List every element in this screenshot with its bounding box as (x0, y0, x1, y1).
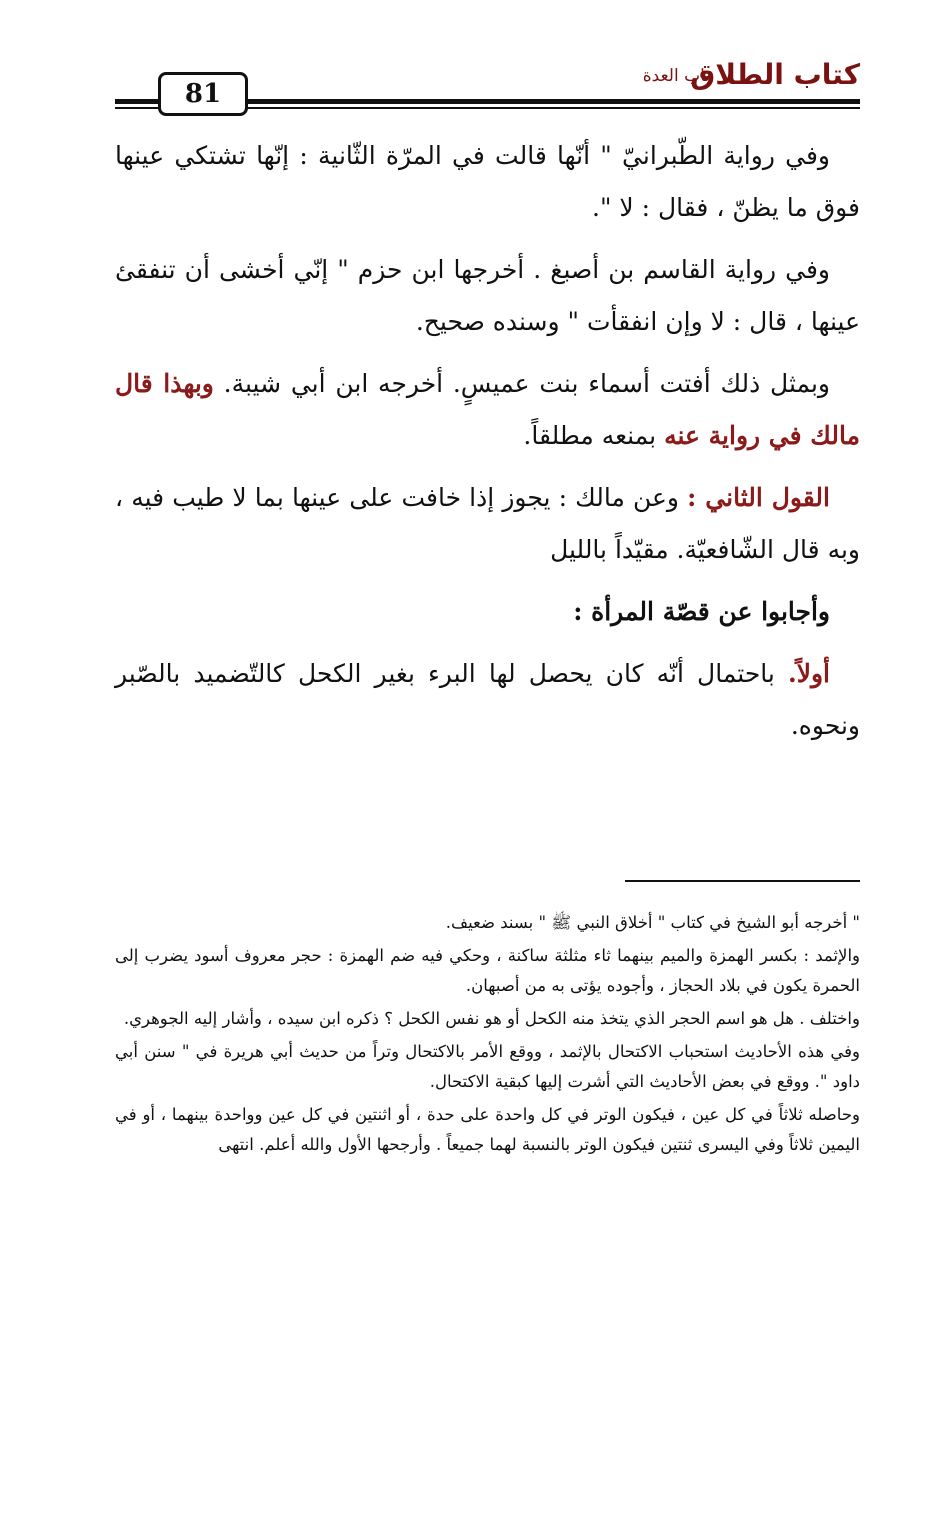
paragraph-asma (115, 358, 860, 462)
footnote-2: والإثمد : بكسر الهمزة والميم بينهما ثاء مثلثة ساكنة ، وحكي فيه ضم الهمزة : حجر معروف أسود يضرب إلى الحمرة يكون في بلاد الحجاز ، وأجوده يؤتى به من أصبهان. (115, 946, 860, 995)
paragraph-second-opinion (115, 472, 860, 576)
second-opinion-label: القول الثاني : (687, 483, 831, 512)
malik-highlight: وبهذا قال مالك في رواية عنه (115, 369, 860, 450)
paragraph-qasim: وفي رواية القاسم بن أصبغ . أخرجها ابن حزم " إنّي أخشى أن تنفقئ عينها ، قال : لا وإن انفقأت " وسنده صحيح. (115, 255, 860, 336)
footnote-3: واختلف . هل هو اسم الحجر الذي يتخذ منه الكحل أو هو نفس الكحل ؟ ذكره ابن سيده ، وأشار إليه الجوهري. (123, 1009, 860, 1028)
page-number: 81 (158, 72, 248, 116)
footnote-4: وفي هذه الأحاديث استحباب الاكتحال بالإثمد ، ووقع الأمر بالاكتحال وتراً من حديث أبي هريرة في " سنن أبي داود ". ووقع في بعض الأحاديث التي أشرت إليها كبقية الاكتحال. (115, 1042, 860, 1091)
second-opinion-text: وعن مالك : يجوز إذا خافت على عينها بما لا طيب فيه ، وبه قال الشّافعيّة. مقيّداً بالليل (115, 483, 860, 564)
footnotes (115, 908, 860, 1163)
section-heading: وأجابوا عن قصّة المرأة : (573, 597, 830, 626)
first-answer-label: أولاً. (788, 659, 830, 688)
footnote-separator (625, 880, 860, 882)
footnote-5: وحاصله ثلاثاً في كل عين ، فيكون الوتر في كل واحدة على حدة ، أو اثنتين في كل عين وواحدة بينهما ، أو في اليمين ثلاثاً وفي اليسرى ثنتين فيكون الوتر بالنسبة لهما جميعاً . وأرجحها الأول والله أعلم. انتهى (115, 1105, 860, 1154)
main-text (115, 130, 860, 762)
first-answer-text: باحتمال أنّه كان يحصل لها البرء بغير الكحل كالتّضميد بالصّبر ونحوه. (115, 659, 860, 740)
paragraph-asma-start: وبمثل ذلك أفتت أسماء بنت عميسٍ. أخرجه ابن أبي شيبة. (213, 369, 830, 398)
footnote-1: " أخرجه أبو الشيخ في كتاب " أخلاق النبي ﷺ " بسند ضعيف. (445, 913, 860, 932)
paragraph-tabarani: وفي رواية الطّبرانيّ " أنّها قالت في المرّة الثّانية : إنّها تشتكي عينها فوق ما يظنّ ، فقال : لا ". (115, 141, 860, 222)
page-header (115, 55, 860, 115)
paragraph-asma-end: بمنعه مطلقاً. (523, 421, 665, 450)
chapter-title: باب العدة (642, 66, 710, 86)
book-title: كتاب الطلاق (690, 58, 860, 91)
paragraph-first-answer (115, 648, 860, 752)
